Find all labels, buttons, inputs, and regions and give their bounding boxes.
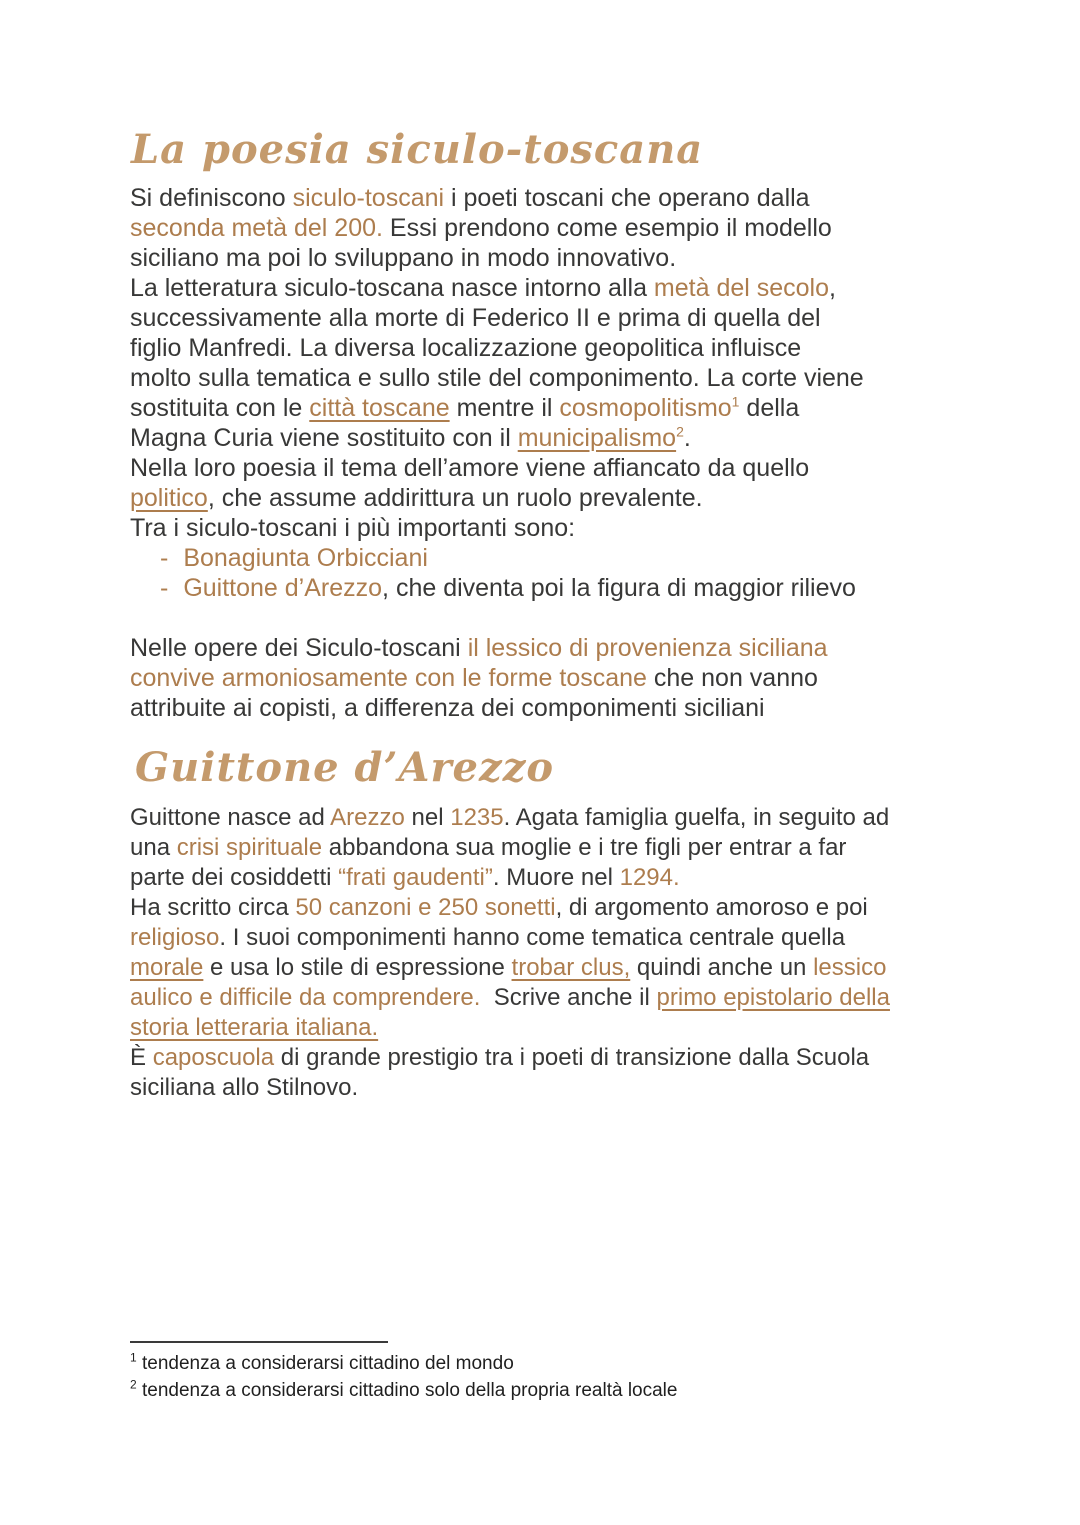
text-segment: , che assume addirittura un ruolo prevalente. [207,484,703,512]
text-segment: . [683,424,691,452]
text-segment: attribuite ai copisti, a differenza dei componimenti siciliani [130,694,765,722]
text-segment: storia letteraria italiana. [130,1014,379,1041]
footnote-divider [130,1341,388,1343]
text-segment: politico [130,484,208,512]
text-line [130,213,864,243]
text-segment: molto sulla tematica e sullo stile del componimento. La corte viene [130,364,864,392]
text-segment: mentre il [449,394,560,422]
list-item [130,573,864,603]
text-line [130,273,864,303]
text-segment: religioso [130,924,220,951]
text-line [130,483,864,513]
text-segment: È [130,1044,153,1071]
text-segment: 50 canzoni e 250 sonetti [295,894,556,921]
footnote-text: tendenza a considerarsi cittadino del mondo [141,1353,514,1374]
text-line [130,303,864,333]
text-segment: nel [404,804,451,831]
text-segment: Bonagiunta Orbicciani [183,544,428,572]
text-segment: , [829,274,836,302]
section-body-guittone-darezzo [130,803,890,1103]
text-segment: metà del secolo [653,274,830,302]
footnote-reference: 1 [731,393,740,410]
text-line [130,363,864,393]
text-segment: “frati gaudenti” [338,864,493,891]
text-segment: cosmopolitismo [559,394,732,422]
text-line [130,453,864,483]
text-line [130,1013,890,1043]
text-segment: parte dei cosiddetti [130,864,339,891]
text-segment: crisi spirituale [176,834,323,861]
text-segment: Magna Curia viene sostituito con il [130,424,518,452]
footnote-marker: 2 [130,1377,137,1392]
text-segment: che non vanno [646,664,818,692]
text-segment: 1294. [619,864,680,891]
text-segment: abbandona sua moglie e i tre figli per entrar a far [322,834,847,861]
text-line [130,1073,890,1103]
text-segment: convive armoniosamente con le forme toscane [130,664,647,692]
text-segment: una [130,834,177,861]
text-segment: Scrive anche il [480,984,657,1011]
text-line [130,393,864,423]
footnote-marker: 1 [130,1350,137,1365]
text-line [130,333,864,363]
text-line [130,1043,890,1073]
text-segment: trobar clus, [511,954,631,981]
text-segment: La letteratura siculo-toscana nasce intorno alla [130,274,654,302]
text-segment: Guittone nasce ad [130,804,331,831]
text-segment: , che diventa poi la figura di maggior rilievo [382,574,856,602]
text-segment: e usa lo stile di espressione [203,954,512,981]
text-line [130,833,890,863]
text-line [130,693,864,723]
text-segment: siculo-toscani [292,184,445,212]
text-segment: morale [130,954,204,981]
text-segment: , di argomento amoroso e poi [555,894,868,921]
text-segment: Essi prendono come esempio il modello [382,214,832,242]
text-segment: Ha scritto circa [130,894,296,921]
text-segment: 1235 [450,804,504,831]
footnote-text: tendenza a considerarsi cittadino solo della propria realtà locale [141,1380,678,1401]
footnote-reference: 2 [676,423,684,440]
text-line [130,923,890,953]
section-body-poesia-siculo-toscana [130,183,864,723]
text-segment: . Agata famiglia guelfa, in seguito ad [503,804,890,831]
footnote [130,1377,677,1404]
text-segment: figlio Manfredi. La diversa localizzazione geopolitica influisce [130,334,802,362]
list-item [130,543,864,573]
text-segment: i poeti toscani che operano dalla [444,184,810,212]
text-segment: città toscane [309,394,450,422]
text-segment: Nella loro poesia il tema dell’amore viene affiancato da quello [130,454,810,482]
text-segment: siciliano ma poi lo sviluppano in modo innovativo. [130,244,677,272]
section-heading-poesia-siculo-toscana: La poesia siculo-toscana [131,126,704,173]
text-segment: lessico [813,954,887,981]
list-dash: - [160,544,169,572]
text-segment: primo epistolario della [656,984,890,1011]
text-segment: municipalismo [517,424,677,452]
text-segment: sostituita con le [130,394,310,422]
text-line [130,803,890,833]
text-line [130,863,890,893]
text-line [130,243,864,273]
text-segment: Arezzo [330,804,405,831]
text-segment: Tra i siculo-toscani i più importanti sono: [130,514,576,542]
text-line [130,663,864,693]
text-segment: il lessico di provenienza siciliana [467,634,828,662]
blank-line [130,603,864,633]
text-line [130,513,864,543]
text-line [130,183,864,213]
text-segment: aulico e difficile da comprendere. [130,984,481,1011]
text-segment: di grande prestigio tra i poeti di transizione dalla Scuola [274,1044,870,1071]
text-line [130,953,890,983]
text-segment: . I suoi componimenti hanno come tematica centrale quella [219,924,846,951]
footnotes [130,1350,677,1404]
text-segment: Guittone d’Arezzo [183,574,383,602]
text-line [130,633,864,663]
text-segment: Nelle opere dei Siculo-toscani [130,634,468,662]
text-segment: caposcuola [152,1044,275,1071]
text-segment: seconda metà del 200. [130,214,383,242]
text-line [130,423,864,453]
text-segment: siciliana allo Stilnovo. [130,1074,359,1101]
text-segment: successivamente alla morte di Federico II e prima di quella del [130,304,821,332]
text-segment: quindi anche un [630,954,814,981]
list-dash: - [160,574,169,602]
text-segment: . Muore nel [492,864,620,891]
text-segment: Si definiscono [130,184,293,212]
text-segment: della [739,394,800,422]
text-line [130,983,890,1013]
text-line [130,893,890,923]
footnote [130,1350,677,1377]
section-heading-guittone-darezzo: Guittone d’Arezzo [135,744,555,791]
